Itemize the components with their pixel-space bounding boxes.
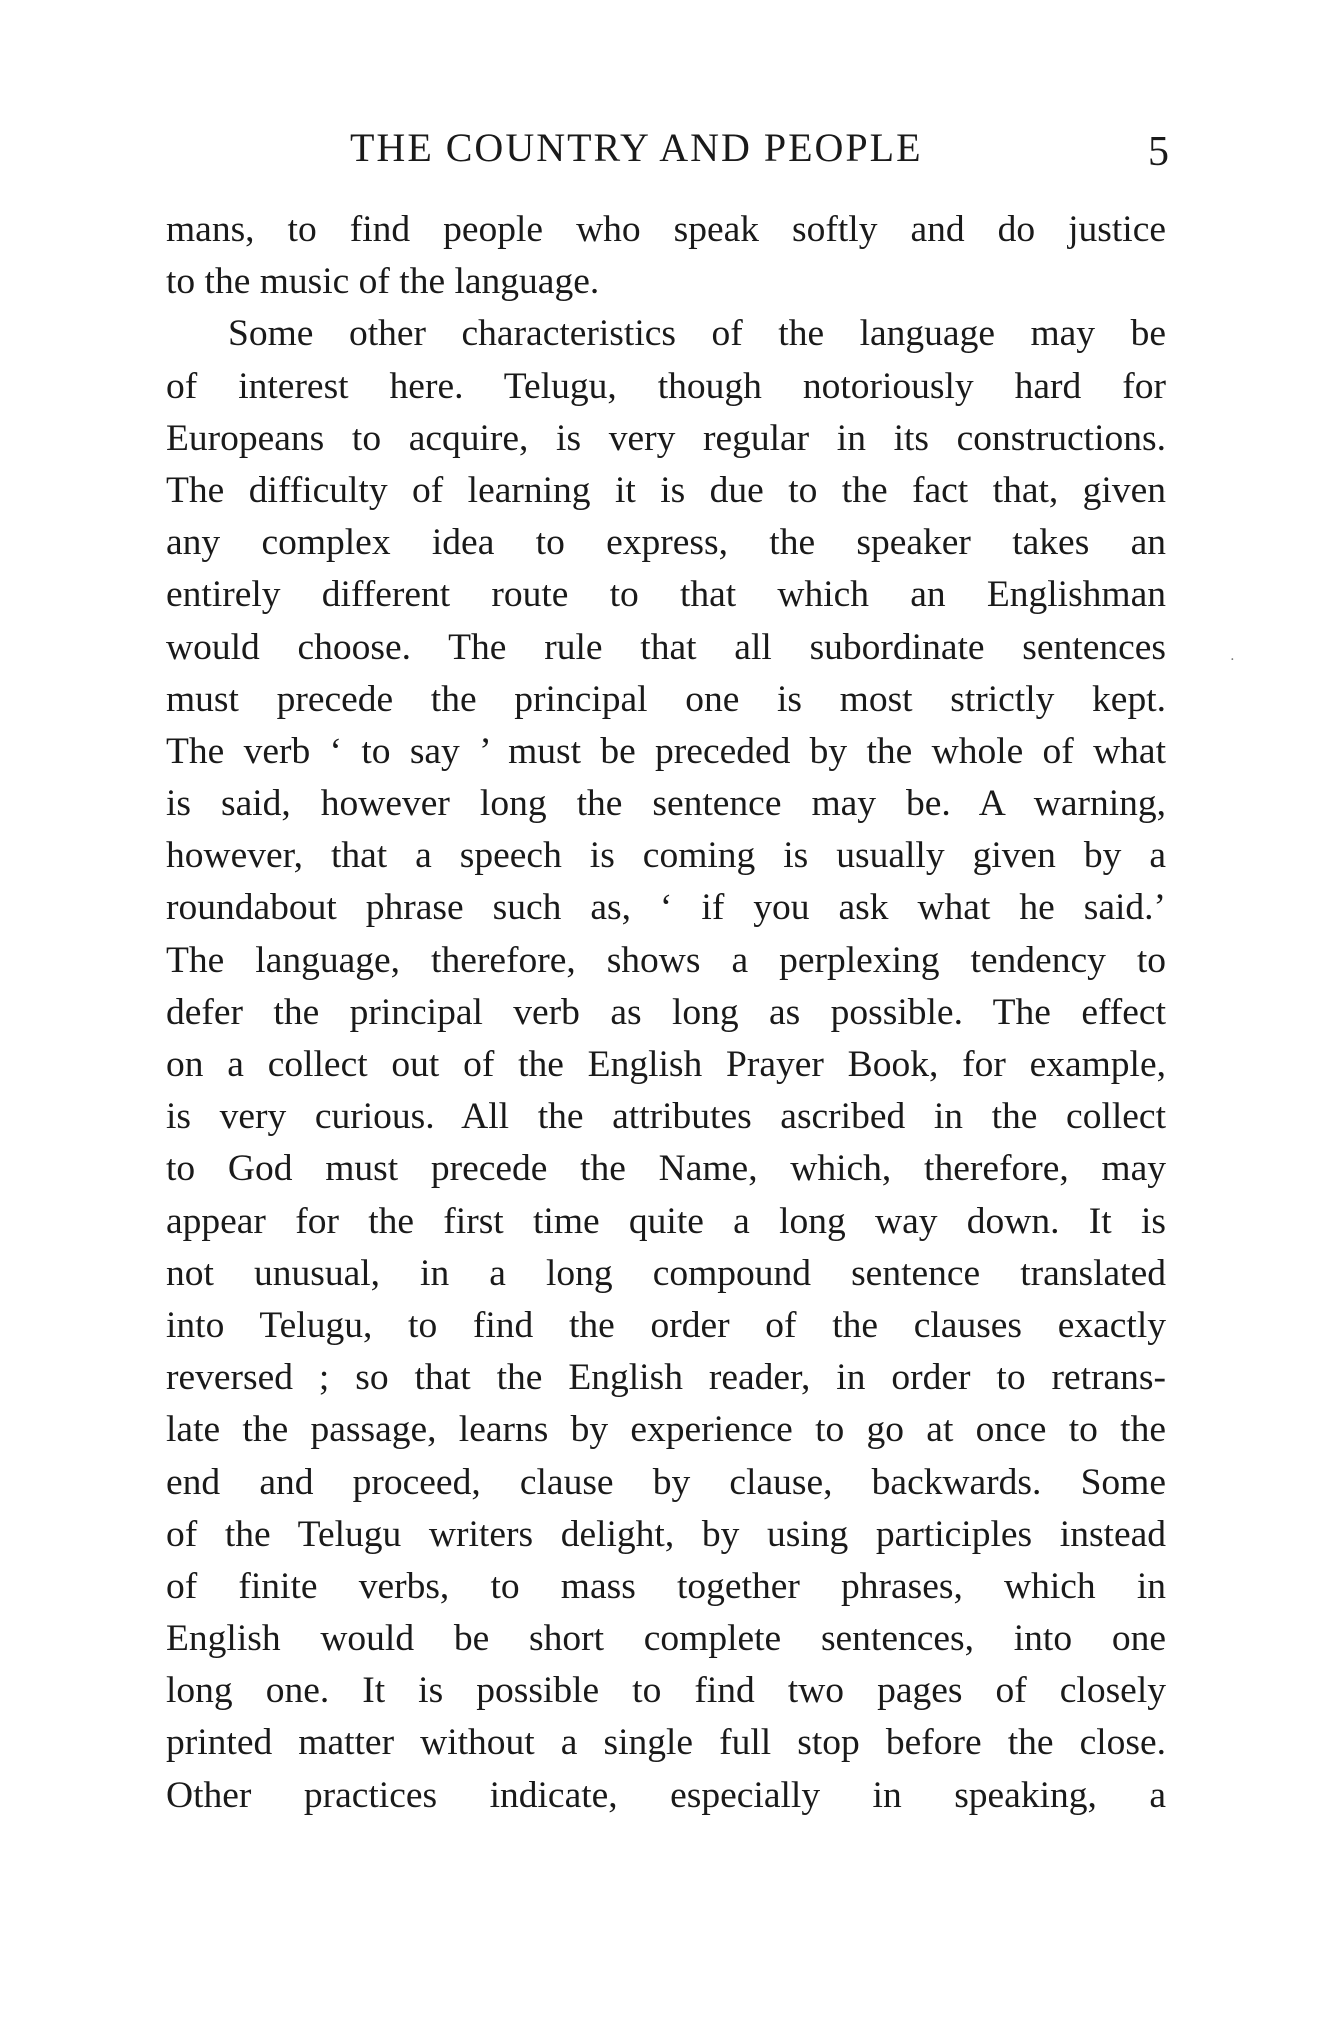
text-line: printed matter without a single full stop before the close. [166, 1722, 1166, 1764]
text-line: reversed ; so that the English reader, in order to retrans- [166, 1357, 1166, 1399]
text-line: of the Telugu writers delight, by using participles instead [166, 1513, 1166, 1555]
text-line: defer the principal verb as long as possible. The effect [166, 991, 1166, 1033]
text-line: to God must precede the Name, which, therefore, may [166, 1148, 1166, 1190]
page-number: 5 [1148, 129, 1169, 175]
text-line: The difficulty of learning it is due to the fact that, given [166, 469, 1166, 511]
text-line: end and proceed, clause by clause, backwards. Some [166, 1461, 1166, 1503]
text-line: Europeans to acquire, is very regular in its constructions. [166, 417, 1166, 459]
text-line: any complex idea to express, the speaker takes an [166, 522, 1166, 564]
body-text [166, 204, 1166, 1822]
text-line: mans, to find people who speak softly and do justice [166, 209, 1166, 250]
text-line: to the music of the language. [166, 261, 600, 303]
text-line: appear for the first time quite a long way down. It is [166, 1200, 1166, 1242]
text-line: however, that a speech is coming is usually given by a [166, 835, 1166, 877]
text-line: The verb ‘ to say ’ must be preceded by the whole of what [166, 730, 1166, 772]
text-line: into Telugu, to find the order of the clauses exactly [166, 1304, 1166, 1346]
text-line: late the passage, learns by experience to go at once to the [166, 1409, 1166, 1451]
print-speck-mark: ․ [1230, 649, 1235, 664]
running-title: THE COUNTRY AND PEOPLE [350, 125, 923, 170]
text-line: English would be short complete sentences, into one [166, 1618, 1166, 1660]
text-line: of finite verbs, to mass together phrases, which in [166, 1565, 1166, 1607]
text-line: is very curious. All the attributes ascribed in the collect [166, 1096, 1166, 1138]
text-line: roundabout phrase such as, ‘ if you ask what he said.’ [166, 887, 1166, 929]
text-line: must precede the principal one is most strictly kept. [166, 678, 1166, 720]
text-line: is said, however long the sentence may be. A warning, [166, 783, 1166, 825]
text-line: would choose. The rule that all subordinate sentences [166, 626, 1166, 668]
running-header [0, 118, 1321, 178]
text-line: not unusual, in a long compound sentence translated [166, 1252, 1166, 1294]
text-line: entirely different route to that which an Englishman [166, 574, 1166, 616]
text-line: on a collect out of the English Prayer Book, for example, [166, 1044, 1166, 1085]
text-line: The language, therefore, shows a perplexing tendency to [166, 939, 1166, 981]
text-line: of interest here. Telugu, though notoriously hard for [166, 365, 1166, 407]
paragraph-first-line: Some other characteristics of the language may be [228, 313, 1166, 355]
text-line: long one. It is possible to find two pages of closely [166, 1670, 1166, 1712]
text-line: Other practices indicate, especially in speaking, a [166, 1774, 1166, 1816]
